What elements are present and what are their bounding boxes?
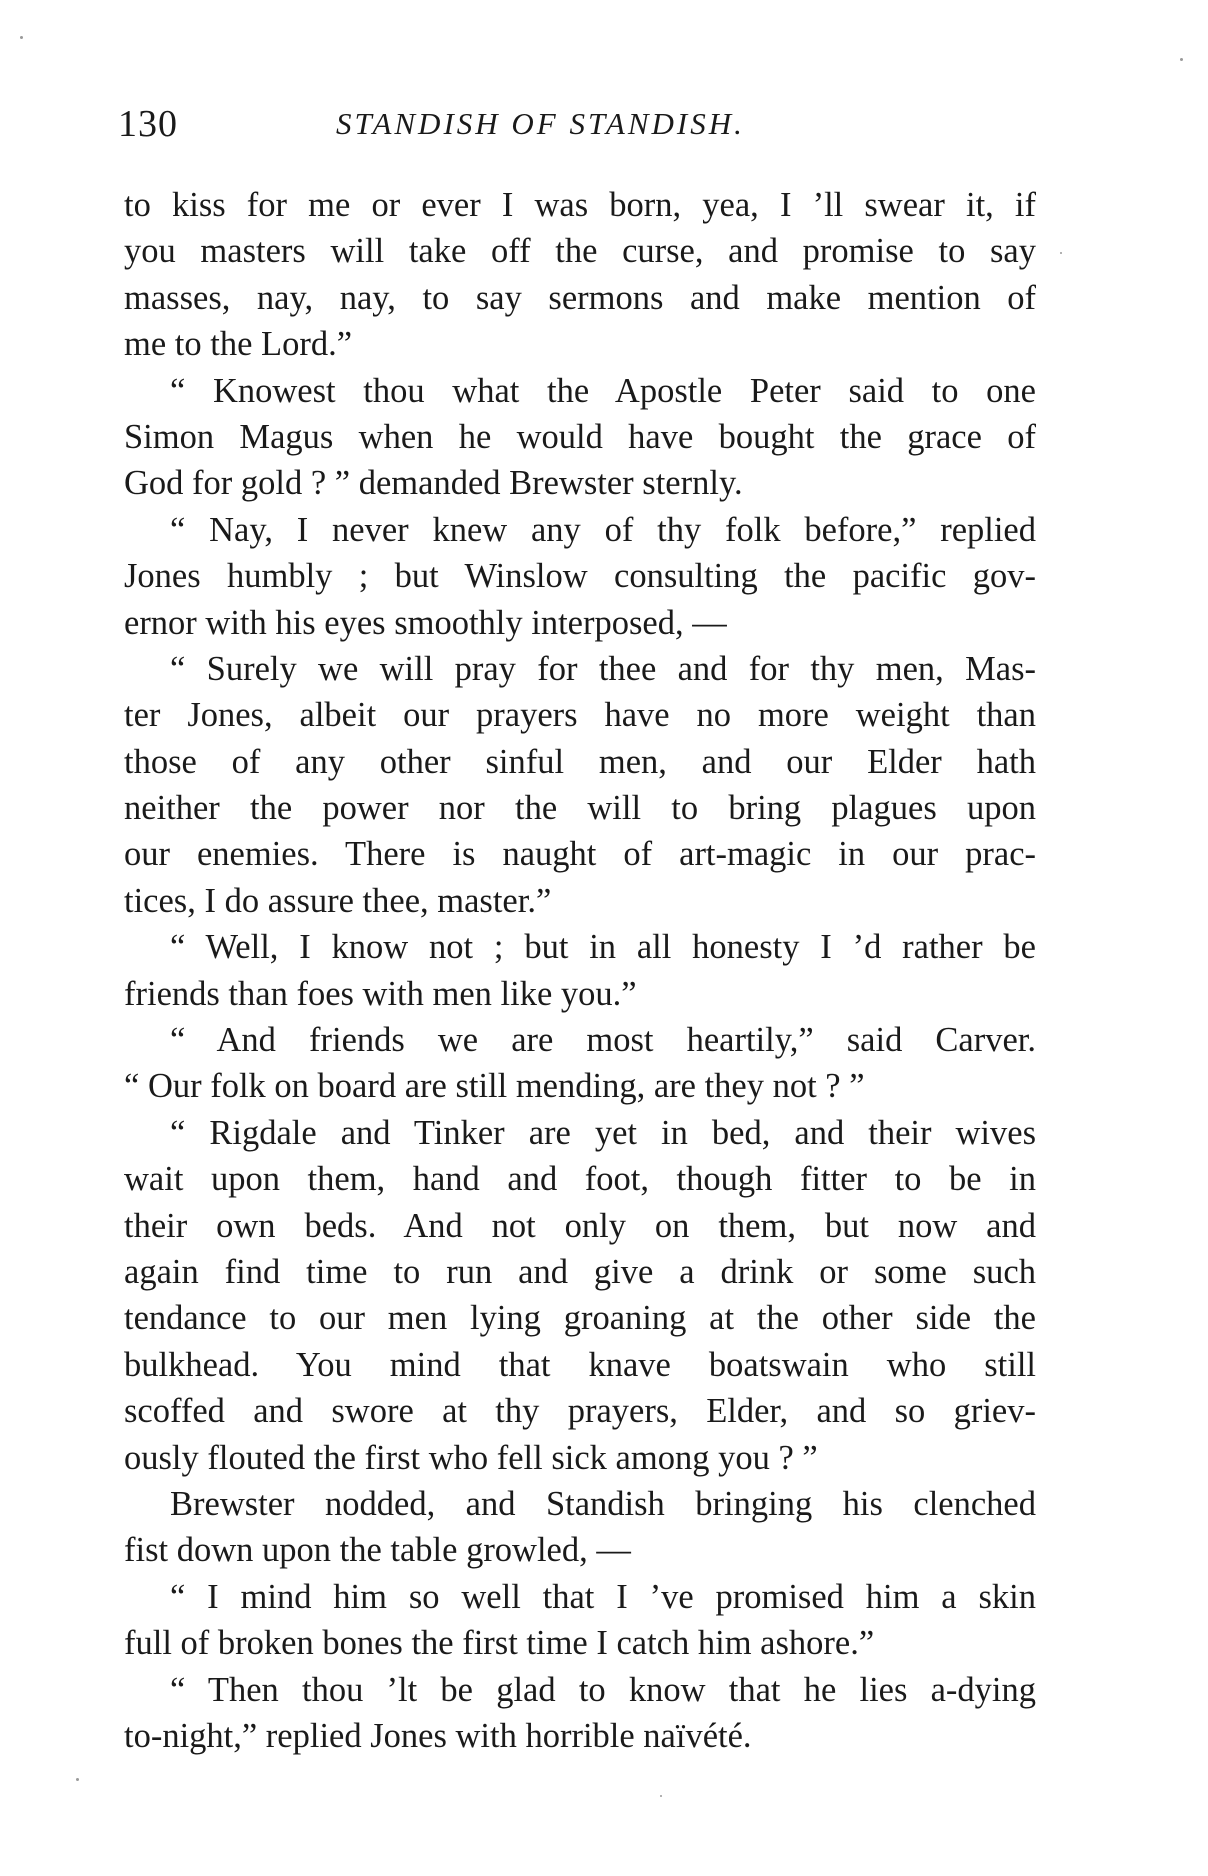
- text-line: friends than foes with men like you.”: [124, 974, 637, 1013]
- text-line: tendance to our men lying groaning at the other side the: [124, 1299, 1036, 1338]
- text-line: Simon Magus when he would have bought the grace of: [124, 417, 1036, 456]
- paper-speck: [1180, 58, 1183, 61]
- text-line: God for gold ? ” demanded Brewster sternly.: [124, 464, 743, 503]
- text-line: “ Nay, I never knew any of thy folk before,” replied: [170, 510, 1036, 549]
- text-line: our enemies. There is naught of art-magic in our prac-: [124, 835, 1036, 874]
- text-line: “ Our folk on board are still mending, are they not ? ”: [124, 1067, 865, 1106]
- page-header: [118, 102, 1038, 158]
- text-line: “ And friends we are most heartily,” said Carver.: [170, 1021, 1036, 1060]
- text-line: me to the Lord.”: [124, 325, 353, 364]
- text-line: “ I mind him so well that I ’ve promised him a skin: [170, 1577, 1036, 1616]
- text-line: bulkhead. You mind that knave boatswain who still: [124, 1345, 1036, 1384]
- text-line: to kiss for me or ever I was born, yea, I ’ll swear it, if: [124, 186, 1036, 224]
- running-title: STANDISH OF STANDISH.: [336, 106, 745, 141]
- text-line: to-night,” replied Jones with horrible naïvété.: [124, 1716, 752, 1755]
- page-number: 130: [118, 103, 178, 145]
- body-text: [124, 182, 1036, 1759]
- paper-speck: [20, 36, 23, 39]
- text-line: scoffed and swore at thy prayers, Elder, and so griev-: [124, 1392, 1036, 1431]
- text-line: those of any other sinful men, and our Elder hath: [124, 742, 1036, 781]
- text-line: Jones humbly ; but Winslow consulting the pacific gov-: [124, 557, 1036, 596]
- text-line: “ Surely we will pray for thee and for thy men, Mas-: [170, 649, 1036, 688]
- text-line: “ Rigdale and Tinker are yet in bed, and their wives: [170, 1113, 1036, 1152]
- text-line: you masters will take off the curse, and promise to say: [124, 232, 1036, 271]
- text-line: ernor with his eyes smoothly interposed, —: [124, 603, 727, 642]
- text-line: masses, nay, nay, to say sermons and make mention of: [124, 278, 1036, 317]
- text-line: again find time to run and give a drink or some such: [124, 1252, 1036, 1291]
- text-line: tices, I do assure thee, master.”: [124, 881, 552, 920]
- text-line: “ Well, I know not ; but in all honesty I ’d rather be: [170, 928, 1036, 967]
- paper-speck: [660, 1795, 662, 1797]
- text-line: neither the power nor the will to bring plagues upon: [124, 789, 1036, 828]
- text-line: full of broken bones the first time I catch him ashore.”: [124, 1624, 875, 1663]
- text-line: “ Knowest thou what the Apostle Peter said to one: [170, 371, 1036, 410]
- paper-speck: [76, 1778, 79, 1781]
- text-line: fist down upon the table growled, —: [124, 1531, 631, 1570]
- text-line: ter Jones, albeit our prayers have no more weight than: [124, 696, 1036, 735]
- text-line: wait upon them, hand and foot, though fitter to be in: [124, 1160, 1036, 1199]
- text-line: “ Then thou ’lt be glad to know that he lies a-dying: [170, 1670, 1036, 1709]
- text-line: ously flouted the first who fell sick among you ? ”: [124, 1438, 818, 1477]
- text-line: Brewster nodded, and Standish bringing his clenched: [170, 1484, 1036, 1523]
- text-line: their own beds. And not only on them, but now and: [124, 1206, 1036, 1245]
- paper-speck: [1060, 252, 1062, 254]
